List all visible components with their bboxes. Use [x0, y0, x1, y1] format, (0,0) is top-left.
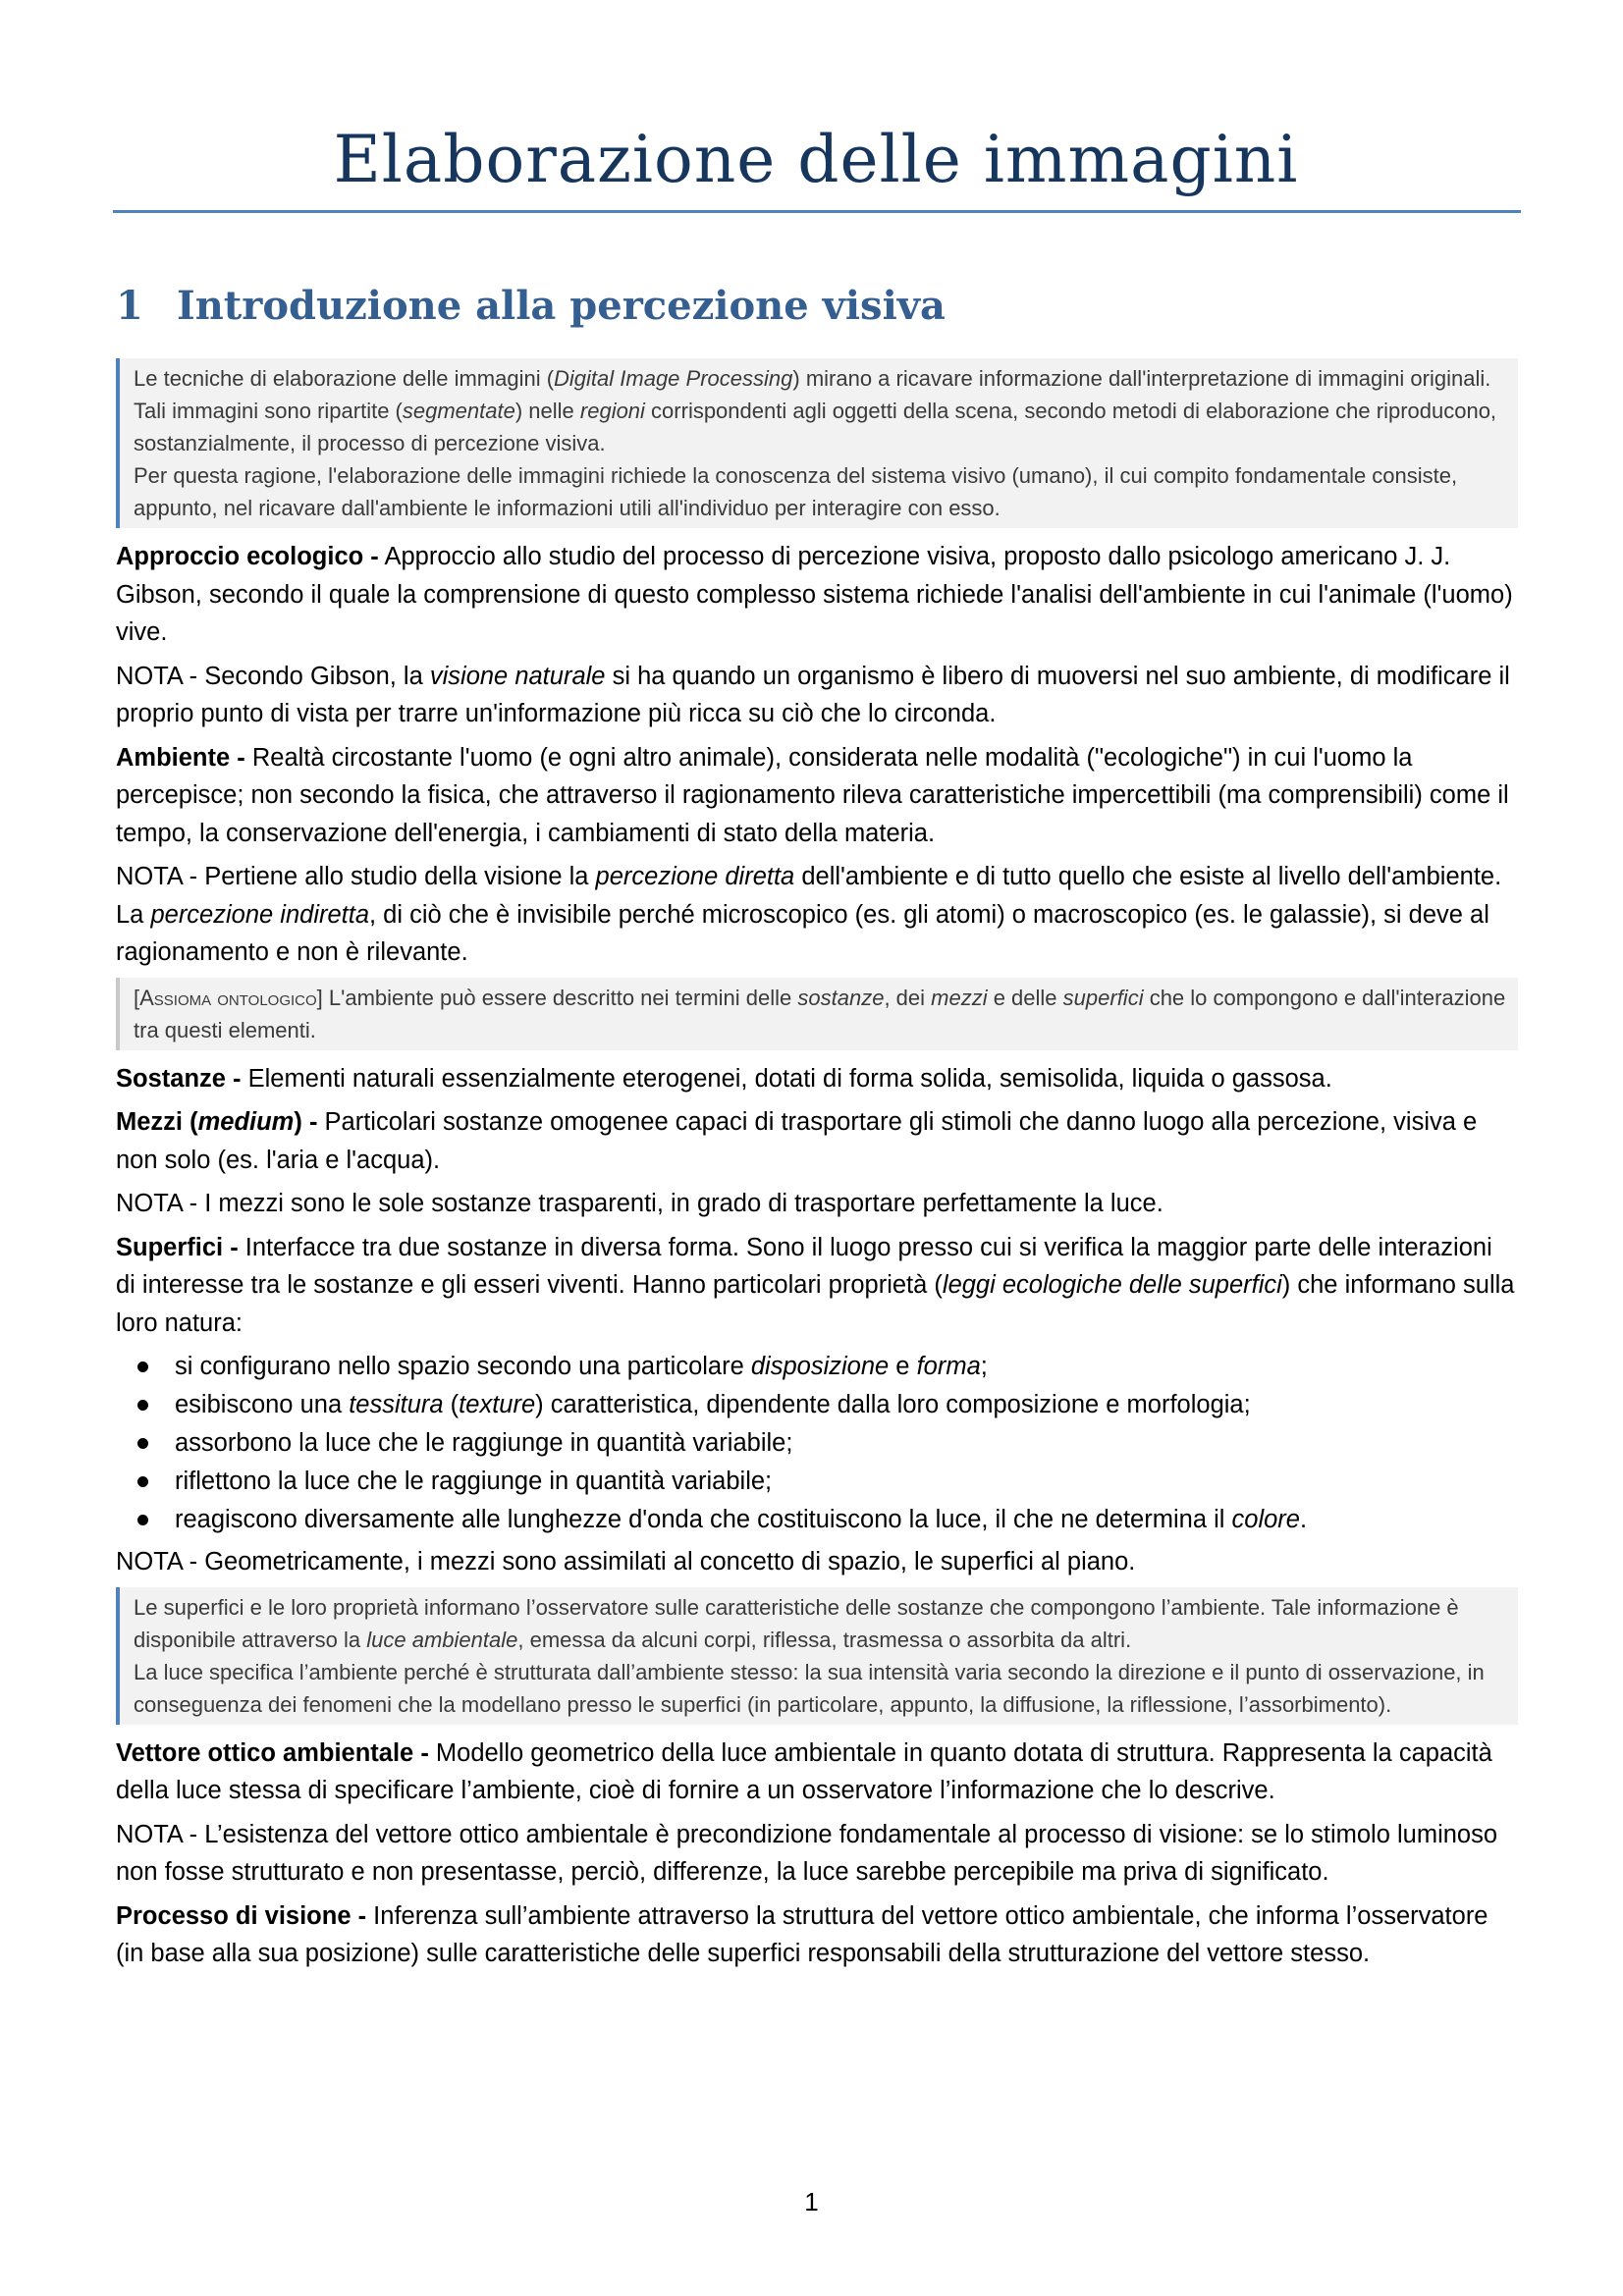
definition-vettore-ottico: Vettore ottico ambientale - Modello geometrico della luce ambientale in quanto dotata di struttura. Rappresenta la capacità della luce stessa di specificare l’ambiente, cioè di fornire a un osservatore l’informazione che lo descrive.: [116, 1738, 1492, 1804]
list-item: riflettono la luce che le raggiunge in quantità variabile;: [116, 1463, 1518, 1501]
list-item: esibiscono una tessitura (texture) caratteristica, dipendente dalla loro composizione e morfologia;: [116, 1386, 1518, 1424]
bullet-icon: [137, 1476, 148, 1487]
assioma-callout: [Assioma ontologico] L'ambiente può essere descritto nei termini delle sostanze, dei mezzi e delle superfici che lo compongono e dall'interazione tra questi elementi.: [116, 978, 1518, 1050]
bullet-icon: [137, 1515, 148, 1525]
page-title: Elaborazione delle immagini: [333, 122, 1299, 197]
definition-ambiente: Ambiente - Realtà circostante l'uomo (e ogni altro animale), considerata nelle modalità ("ecologiche") in cui l'uomo la percepisce; non secondo la fisica, che attraverso il ragionamento rileva caratteristiche impercettibili (ma comprensibili) come il tempo, la conservazione dell'energia, i cambiamenti di stato della materia.: [116, 743, 1509, 847]
section-title: Introduzione alla percezione visiva: [177, 283, 946, 329]
list-item: assorbono la luce che le raggiunge in quantità variabile;: [116, 1424, 1518, 1463]
definition-processo-visione: Processo di visione - Inferenza sull’ambiente attraverso la struttura del vettore ottico ambientale, che informa l’osservatore (in base alla sua posizione) sulle caratteristiche delle superfici responsabili della strutturazione del vettore stesso.: [116, 1901, 1488, 1967]
nota-vettore: NOTA - L’esistenza del vettore ottico ambientale è precondizione fondamentale al processo di visione: se lo stimolo luminoso non fosse strutturato e non presentasse, perciò, differenze, la luce sarebbe percepibile ma priva di significato.: [116, 1820, 1498, 1886]
definition-mezzi: Mezzi (medium) - Particolari sostanze omogenee capaci di trasportare gli stimoli che danno luogo alla percezione, visiva e non solo (es. l'aria e l'acqua).: [116, 1108, 1478, 1174]
title-divider: [113, 210, 1521, 213]
intro-callout: [116, 358, 1518, 528]
intro-paragraph-2: Per questa ragione, l'elaborazione delle immagini richiede la conoscenza del sistema visivo (umano), il cui compito fondamentale consiste, appunto, nel ricavare dall'ambiente le informazioni utili all'individuo per interagire con esso.: [134, 463, 1458, 520]
bullet-icon: [137, 1400, 148, 1411]
section-heading: [116, 277, 946, 336]
definition-approccio-ecologico: Approccio ecologico - Approccio allo studio del processo di percezione visiva, proposto dallo psicologo americano J. J. Gibson, secondo il quale la comprensione di questo complesso sistema richiede l'analisi dell'ambiente in cui l'animale (l'uomo) vive.: [116, 543, 1513, 646]
nota-visione-naturale: NOTA - Secondo Gibson, la visione naturale si ha quando un organismo è libero di muoversi nel suo ambiente, di modificare il proprio punto di vista per trarre un'informazione più ricca su ciò che lo circonda.: [116, 662, 1510, 727]
definition-superfici: Superfici - Interfacce tra due sostanze in diversa forma. Sono il luogo presso cui si verifica la maggior parte delle interazioni di interesse tra le sostanze e gli esseri viventi. Hanno particolari proprietà (leggi ecologiche delle superfici) che informano sulla loro natura:: [116, 1233, 1515, 1337]
nota-geometria: NOTA - Geometricamente, i mezzi sono assimilati al concetto di spazio, le superfici al piano.: [116, 1548, 1136, 1575]
superfici-properties-list: [116, 1348, 1518, 1539]
definition-sostanze: Sostanze - Elementi naturali essenzialmente eterogenei, dotati di forma solida, semisolida, liquida o gassosa.: [116, 1064, 1332, 1093]
list-item: si configurano nello spazio secondo una particolare disposizione e forma;: [116, 1348, 1518, 1386]
bullet-icon: [137, 1438, 148, 1449]
document-body: [116, 358, 1518, 1979]
bullet-icon: [137, 1362, 148, 1372]
list-item: reagiscono diversamente alle lunghezze d'onda che costituiscono la luce, il che ne determina il colore.: [116, 1501, 1518, 1539]
page-number: 1: [804, 2187, 819, 2216]
luce-callout: Le superfici e le loro proprietà informano l’osservatore sulle caratteristiche delle sostanze che compongono l’ambiente. Tale informazione è disponibile attraverso la luce ambientale, emessa da alcuni corpi, riflessa, trasmessa o assorbita da altri. La luce specifica l’ambiente perché è strutturata dall’ambiente stesso: la sua intensità varia secondo la direzione e il punto di osservazione, in conseguenza dei fenomeni che la modellano presso le superfici (in particolare, appunto, la diffusione, la riflessione, l’assorbimento).: [116, 1587, 1518, 1725]
nota-percezione: NOTA - Pertiene allo studio della visione la percezione diretta dell'ambiente e di tutto quello che esiste al livello dell'ambiente. La percezione indiretta, di ciò che è invisibile perché microscopico (es. gli atomi) o macroscopico (es. le galassie), si deve al ragionamento e non è rilevante.: [116, 863, 1502, 966]
nota-mezzi: NOTA - I mezzi sono le sole sostanze trasparenti, in grado di trasportare perfettamente la luce.: [116, 1190, 1163, 1217]
section-number: 1: [116, 283, 143, 329]
intro-paragraph: Le tecniche di elaborazione delle immagini (Digital Image Processing) mirano a ricavare informazione dall'interpretazione di immagini originali. Tali immagini sono ripartite (segmentate) nelle regioni corrispondenti agli oggetti della scena, secondo metodi di elaborazione che riproducono, sostanzialmente, il processo di percezione visiva.: [134, 366, 1497, 455]
